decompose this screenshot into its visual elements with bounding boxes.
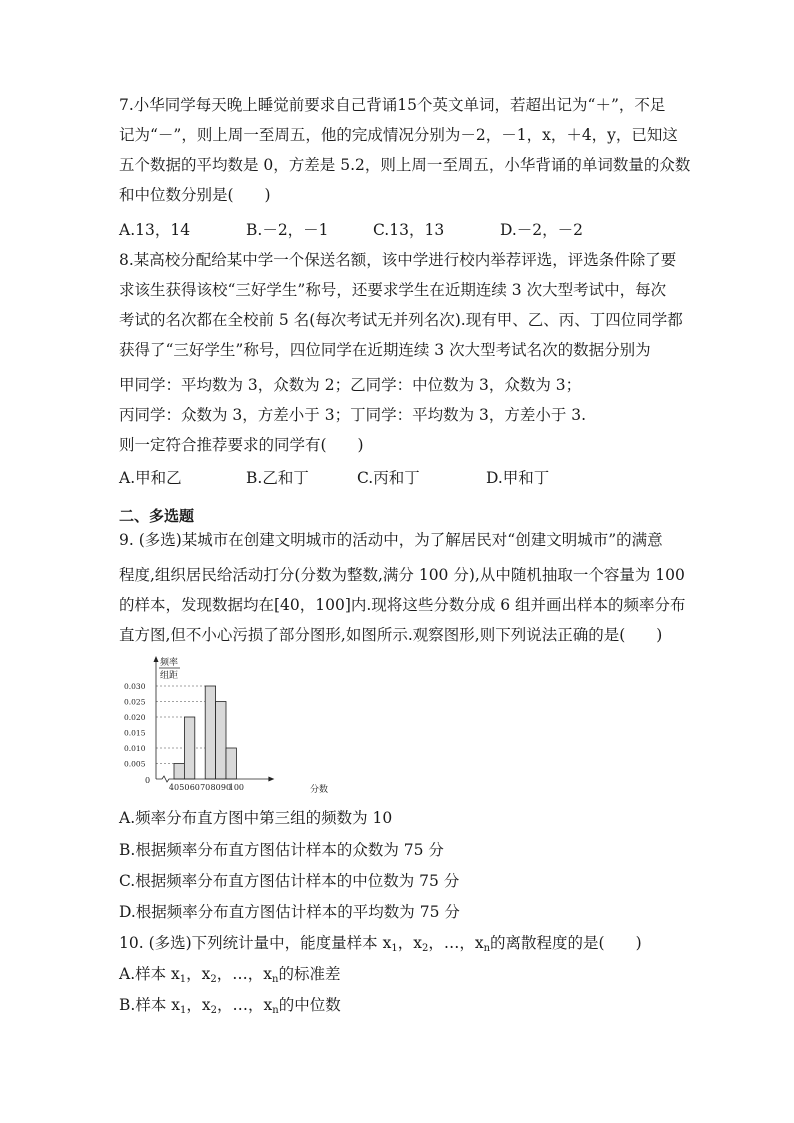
q9-line-4: 直方图,但不小心污损了部分图形,如图所示.观察图形,则下列说法正确的是( )	[119, 626, 663, 644]
q10-option-a-text-1: A.样本 x	[119, 965, 180, 983]
section-heading: 二、多选题	[119, 507, 195, 525]
q9-line-3: 的样本，发现数据均在[40，100]内.现将这些分数分成 6 组并画出样本的频率分布	[119, 596, 686, 614]
q9-line-1: 9. (多选)某城市在创建文明城市的活动中，为了解居民对“创建文明城市”的满意	[119, 531, 663, 549]
q10-option-a	[119, 964, 341, 984]
q8-line-2: 求该生获得该校“三好学生”称号，还要求学生在近期连续 3 次大型考试中，每次	[119, 281, 667, 299]
subscript-2: 2	[421, 943, 429, 954]
q10-option-b-text-4: 的中位数	[278, 996, 341, 1014]
y-axis-label-bottom: 组距	[160, 671, 179, 681]
q7-line-4: 和中位数分别是( )	[119, 186, 271, 204]
q10-option-b-text-3: ，…，x	[217, 996, 273, 1014]
q10-option-b-text-2: ，x	[186, 996, 211, 1014]
frequency-histogram	[122, 655, 334, 797]
q9-line-2: 程度,组织居民给活动打分(分数为整数,满分 100 分),从中随机抽取一个容量为 100	[119, 566, 685, 584]
x-tick-label: 90	[220, 783, 232, 792]
x-tick-label: 100	[228, 783, 245, 792]
y-tick-label: 0.015	[124, 728, 146, 738]
histogram-bar	[216, 702, 226, 780]
x-tick-label: 40	[168, 783, 180, 792]
y-tick-label: 0.020	[124, 713, 146, 722]
y-tick-label: 0.005	[124, 759, 146, 769]
q10-stem-text-4: 的离散程度的是( )	[490, 934, 642, 952]
x-tick-label: 80	[210, 783, 221, 792]
subscript-1: 1	[391, 943, 398, 954]
q8-line-4: 获得了“三好学生”称号，四位同学在近期连续 3 次大型考试名次的数据分别为	[119, 341, 651, 359]
q7-line-3: 五个数据的平均数是 0，方差是 5.2，则上周一至周五，小华背诵的单词数量的众数	[119, 156, 691, 174]
x-tick-label: 70	[200, 783, 211, 792]
q7-line-1: 7.小华同学每天晚上睡觉前要求自己背诵15个英文单词，若超出记为“＋”，不足	[119, 96, 666, 114]
subscript-n: n	[272, 1005, 279, 1016]
q7-option-c: C.13，13	[373, 221, 445, 239]
q7-option-b: B.－2，－1	[246, 221, 329, 239]
q7-line-2: 记为“－”，则上周一至周五，他的完成情况分别为－2，－1，x，＋4，y，已知这	[119, 126, 678, 144]
q8-option-d: D.甲和丁	[486, 469, 550, 487]
q7-option-a: A.13，14	[119, 221, 191, 239]
q8-option-b: B.乙和丁	[246, 469, 309, 487]
q9-option-b: B.根据频率分布直方图估计样本的众数为 75 分	[119, 841, 444, 859]
q9-option-a: A.频率分布直方图中第三组的频数为 10	[119, 809, 393, 827]
x-axis-arrow	[268, 777, 274, 782]
q10-stem	[119, 933, 642, 953]
q8-line-3: 考试的名次都在全校前 5 名(每次考试无并列名次).现有甲、乙、丙、丁四位同学都	[119, 311, 683, 329]
histogram-bar	[184, 717, 194, 779]
x-axis-label: 分数	[310, 785, 329, 795]
subscript-1: 1	[179, 974, 187, 985]
histogram-bars	[174, 686, 236, 779]
histogram-bar	[174, 764, 184, 780]
q10-option-b	[119, 995, 341, 1015]
subscript-n: n	[483, 943, 491, 954]
histogram-bar	[205, 686, 215, 779]
y-tick-label: 0.010	[124, 744, 146, 753]
y-axis-label-top: 频率	[160, 658, 179, 668]
subscript-1: 1	[180, 1005, 187, 1016]
q8-option-c: C.丙和丁	[357, 469, 420, 487]
q8-line-5: 甲同学：平均数为 3，众数为 2；乙同学：中位数为 3，众数为 3；	[119, 376, 582, 394]
q9-option-c: C.根据频率分布直方图估计样本的中位数为 75 分	[119, 872, 460, 890]
q8-line-7: 则一定符合推荐要求的同学有( )	[119, 436, 364, 454]
y-axis-arrow	[154, 656, 159, 662]
histogram-bar	[226, 748, 236, 779]
q8-line-6: 丙同学：众数为 3，方差小于 3；丁同学：平均数为 3，方差小于 3.	[119, 406, 587, 424]
q10-stem-text-3: ，…，x	[428, 934, 484, 952]
x-tick-label: 50	[179, 783, 190, 792]
y-tick-label: 0.030	[124, 682, 146, 691]
q7-option-d: D.－2，－2	[500, 221, 584, 239]
q8-option-a: A.甲和乙	[119, 469, 182, 487]
q10-option-b-text-1: B.样本 x	[119, 996, 180, 1014]
y-tick-label: 0.025	[124, 697, 146, 707]
origin-label: 0	[145, 776, 151, 785]
subscript-2: 2	[210, 1005, 217, 1016]
q10-stem-text-1: 10. (多选)下列统计量中，能度量样本 x	[119, 934, 392, 952]
q10-option-a-text-3: ，…，x	[216, 965, 273, 983]
q8-line-1: 8.某高校分配给某中学一个保送名额，该中学进行校内举荐评选，评选条件除了要	[119, 251, 677, 269]
q10-option-a-text-2: ，x	[186, 965, 211, 983]
subscript-2: 2	[210, 974, 217, 985]
q9-option-d: D.根据频率分布直方图估计样本的平均数为 75 分	[119, 903, 460, 921]
q10-option-a-text-4: 的标准差	[278, 965, 341, 983]
q10-stem-text-2: ，x	[397, 934, 422, 952]
subscript-n: n	[272, 974, 279, 985]
x-tick-label: 60	[189, 783, 200, 792]
